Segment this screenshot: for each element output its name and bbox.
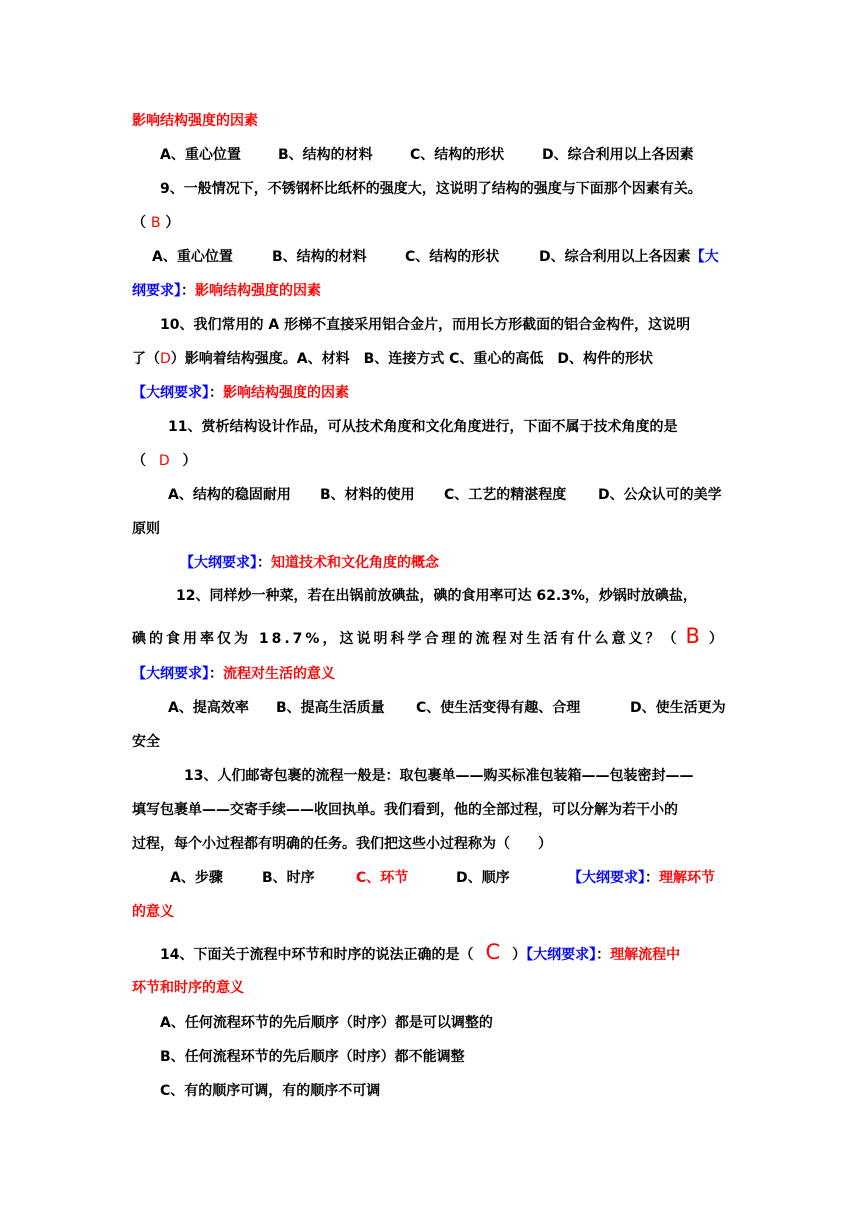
q10-tag-word: 大纲要求 <box>146 385 202 401</box>
q12-option-cont: 安全 <box>132 734 160 750</box>
q12-req-text: 流程对生活的意义 <box>223 666 335 682</box>
q9-answer: B <box>150 215 161 231</box>
q11-requirement <box>180 553 732 573</box>
q12-tag-open: 【 <box>132 666 146 682</box>
q12-tag-close: 】 <box>202 666 209 682</box>
q12-option-a: A、提高效率 <box>168 700 249 716</box>
q13-question: 13、人们邮寄包裹的流程一般是：取包裹单——购买标准包装箱——包装密封—— <box>184 768 694 784</box>
q14-tag-open: 【 <box>526 947 534 963</box>
q11-answer: D <box>158 453 170 469</box>
q11-option-b: B、材料的使用 <box>320 487 415 503</box>
q12-question-cont <box>132 626 732 649</box>
q12-question: 12、同样炒一种菜，若在出锅前放碘盐，碘的食用率可达 62.3%，炒锅时放碘盐， <box>176 588 697 604</box>
q11-option-a: A、结构的稳固耐用 <box>168 487 291 503</box>
q8-option-b: B、结构的材料 <box>278 147 373 163</box>
q13-option-d: D、顺序 <box>456 870 510 886</box>
q13-tag-close: 】 <box>638 870 645 886</box>
q14-option-a: A、任何流程环节的先后顺序（时序）都是可以调整的 <box>160 1015 493 1031</box>
q8-option-a: A、重心位置 <box>160 147 241 163</box>
q12-paren-close: ） <box>708 631 726 647</box>
q9-paren-close: ） <box>165 215 180 231</box>
q13-options <box>170 868 732 888</box>
q10-tag-open: 【 <box>132 385 146 401</box>
q12-option-d: D、使生活更为 <box>630 700 726 716</box>
q13-question-cont2: 过程，每个小过程都有明确的任务。我们把这些小过程称为（ ） <box>132 836 552 852</box>
q14-option-b: B、任何流程环节的先后顺序（时序）都不能调整 <box>160 1049 465 1065</box>
q11-req-text: 知道技术和文化角度的概念 <box>271 555 439 571</box>
q9-option-c: C、结构的形状 <box>405 249 500 265</box>
q10-text-pre: 了（ <box>132 351 160 367</box>
q13-question-cont1: 填写包裹单——交寄手续——收回执单。我们看到，他的全部过程，可以分解为若干小的 <box>132 802 678 818</box>
q12-options <box>168 698 732 718</box>
q10-tag-close: 】 <box>202 385 209 401</box>
q11-paren-open: （ <box>132 453 146 469</box>
q11-option-d: D、公众认可的美学 <box>598 487 722 503</box>
q8-option-c: C、结构的形状 <box>410 147 505 163</box>
q9-options <box>152 247 732 267</box>
q9-option-b: B、结构的材料 <box>272 249 367 265</box>
q9-paren-open: （ <box>132 215 146 231</box>
q13-req-cont: 的意义 <box>132 904 174 920</box>
q10-tag-colon: ： <box>209 385 223 401</box>
q11-options <box>168 485 732 505</box>
q9-option-d: D、综合利用以上各因素 <box>539 249 691 265</box>
q12-option-c: C、使生活变得有趣、合理 <box>416 700 581 716</box>
q11-tag-word: 大纲要求 <box>194 555 250 571</box>
q12-requirement <box>132 664 732 684</box>
q8-options <box>160 145 720 165</box>
q14-answer: C <box>485 940 501 964</box>
q10-question-cont <box>132 349 732 369</box>
q13-option-a: A、步骤 <box>170 870 223 886</box>
q13-tag-open: 【 <box>568 870 582 886</box>
q13-tag-word: 大纲要求 <box>582 870 638 886</box>
q9-req-text: 影响结构强度的因素 <box>195 283 321 299</box>
q11-option-c: C、工艺的精湛程度 <box>444 487 567 503</box>
q14-text: 14、下面关于流程中环节和时序的说法正确的是（ <box>160 947 474 963</box>
q9-tag-colon: ： <box>181 283 195 299</box>
q14-tag-word: 大纲要求 <box>533 947 590 963</box>
q10-question: 10、我们常用的 A 形梯不直接采用铝合金片，而用长方形截面的铝合金构件，这说明 <box>160 317 691 333</box>
q8-requirement: 影响结构强度的因素 <box>132 113 258 129</box>
q14-tag-colon: ： <box>596 947 611 963</box>
q14-req-cont: 环节和时序的意义 <box>132 980 244 996</box>
q10-text-post: ）影响着结构强度。A、材料 B、连接方式 C、重心的高低 D、构件的形状 <box>170 351 654 367</box>
q10-req-text: 影响结构强度的因素 <box>223 385 349 401</box>
q14-tag-close: 】 <box>589 947 597 963</box>
q13-option-b: B、时序 <box>262 870 315 886</box>
q14-option-c: C、有的顺序可调，有的顺序不可调 <box>160 1083 381 1099</box>
q9-tag-part2: 纲要求】 <box>132 283 181 299</box>
q12-tag-colon: ： <box>209 666 223 682</box>
q13-tag-colon: ： <box>645 870 659 886</box>
q11-tag-close: 】 <box>250 555 257 571</box>
q9-question: 9、一般情况下，不锈钢杯比纸杯的强度大，这说明了结构的强度与下面那个因素有关。 <box>160 181 702 197</box>
q10-requirement <box>132 383 732 403</box>
q12-option-b: B、提高生活质量 <box>276 700 385 716</box>
q9-option-a: A、重心位置 <box>152 249 233 265</box>
q14-question <box>160 942 732 965</box>
q13-req-text: 理解环节 <box>659 870 715 886</box>
q12-answer: B <box>685 624 703 648</box>
q14-req-text: 理解流程中 <box>610 947 681 963</box>
q13-option-c: C、环节 <box>356 870 409 886</box>
q11-question: 11、赏析结构设计作品，可从技术角度和文化角度进行，下面不属于技术角度的是 <box>168 419 678 435</box>
q12-text2: 碘的食用率仅为 18.7%，这说明科学合理的流程对生活有什么意义？（ <box>132 631 680 647</box>
q11-paren-close: ） <box>182 453 197 469</box>
q9-requirement <box>132 281 732 301</box>
q8-option-d: D、综合利用以上各因素 <box>542 147 694 163</box>
q11-option-cont: 原则 <box>132 521 160 537</box>
q14-paren-close: ） <box>512 947 527 963</box>
q10-answer: D <box>160 351 171 367</box>
q11-answer-line <box>132 451 732 471</box>
q9-answer-line <box>132 213 732 233</box>
q11-tag-open: 【 <box>180 555 194 571</box>
q11-tag-colon: ： <box>257 555 271 571</box>
q9-tag-part1: 【大 <box>690 249 719 265</box>
q12-tag-word: 大纲要求 <box>146 666 202 682</box>
